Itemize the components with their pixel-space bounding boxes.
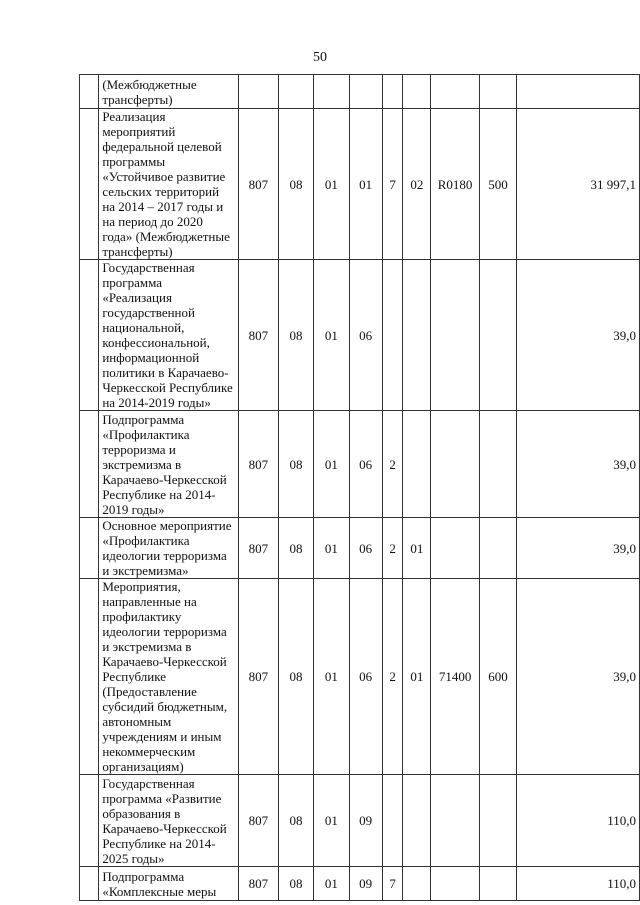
amount: 39,0 bbox=[516, 518, 639, 579]
section-code: 08 bbox=[278, 411, 313, 518]
item-name: Основное мероприятие «Профилактика идеологии терроризма и экстремизма» bbox=[99, 518, 239, 579]
table-row bbox=[80, 579, 640, 775]
expense-type-code bbox=[480, 518, 517, 579]
subsection-code bbox=[314, 75, 349, 109]
subsection-code: 01 bbox=[314, 867, 349, 901]
empty-cell bbox=[80, 579, 99, 775]
expense-type-code: 600 bbox=[480, 579, 517, 775]
subsection-code: 01 bbox=[314, 260, 349, 411]
expense-type-code bbox=[480, 411, 517, 518]
section-code bbox=[278, 75, 313, 109]
direction-code bbox=[431, 260, 480, 411]
direction-code: R0180 bbox=[431, 109, 480, 260]
empty-cell bbox=[80, 775, 99, 867]
amount: 39,0 bbox=[516, 260, 639, 411]
admin-code: 807 bbox=[238, 109, 278, 260]
main-event-code: 02 bbox=[403, 109, 431, 260]
main-event-code: 01 bbox=[403, 518, 431, 579]
amount: 31 997,1 bbox=[516, 109, 639, 260]
expense-type-code bbox=[480, 75, 517, 109]
main-event-code: 01 bbox=[403, 579, 431, 775]
table-row bbox=[80, 109, 640, 260]
subprogram-code: 7 bbox=[382, 109, 403, 260]
empty-cell bbox=[80, 75, 99, 109]
subsection-code: 01 bbox=[314, 579, 349, 775]
program-code: 01 bbox=[349, 109, 382, 260]
item-name: Подпрограмма «Комплексные меры bbox=[99, 867, 239, 901]
subprogram-code: 7 bbox=[382, 867, 403, 901]
program-code: 06 bbox=[349, 411, 382, 518]
program-code: 09 bbox=[349, 867, 382, 901]
subprogram-code: 2 bbox=[382, 411, 403, 518]
budget-table bbox=[79, 74, 640, 901]
item-name: Государственная программа «Реализация государственной национальной, конфессиональной, информационной политики в Карачаево-Черкесской Республике на 2014-2019 годы» bbox=[99, 260, 239, 411]
section-code: 08 bbox=[278, 579, 313, 775]
empty-cell bbox=[80, 867, 99, 901]
section-code: 08 bbox=[278, 775, 313, 867]
program-code: 06 bbox=[349, 579, 382, 775]
admin-code: 807 bbox=[238, 867, 278, 901]
item-name: (Межбюджетные трансферты) bbox=[99, 75, 239, 109]
subsection-code: 01 bbox=[314, 109, 349, 260]
program-code: 06 bbox=[349, 518, 382, 579]
subprogram-code: 2 bbox=[382, 579, 403, 775]
admin-code bbox=[238, 75, 278, 109]
table-row bbox=[80, 411, 640, 518]
empty-cell bbox=[80, 260, 99, 411]
amount: 110,0 bbox=[516, 867, 639, 901]
admin-code: 807 bbox=[238, 411, 278, 518]
expense-type-code: 500 bbox=[480, 109, 517, 260]
direction-code bbox=[431, 518, 480, 579]
admin-code: 807 bbox=[238, 579, 278, 775]
program-code: 06 bbox=[349, 260, 382, 411]
amount bbox=[516, 75, 639, 109]
direction-code bbox=[431, 867, 480, 901]
admin-code: 807 bbox=[238, 260, 278, 411]
main-event-code bbox=[403, 75, 431, 109]
direction-code bbox=[431, 411, 480, 518]
item-name: Мероприятия, направленные на профилактику идеологии терроризма и экстремизма в Карачаево-Черкесской Республике (Предоставление субсидий бюджетным, автономным учреждениям и иным некоммерческим организациям) bbox=[99, 579, 239, 775]
admin-code: 807 bbox=[238, 518, 278, 579]
expense-type-code bbox=[480, 867, 517, 901]
subprogram-code: 2 bbox=[382, 518, 403, 579]
amount: 110,0 bbox=[516, 775, 639, 867]
empty-cell bbox=[80, 109, 99, 260]
page-number: 50 bbox=[313, 50, 327, 65]
main-event-code bbox=[403, 260, 431, 411]
table-row bbox=[80, 518, 640, 579]
item-name: Реализация мероприятий федеральной целевой программы «Устойчивое развитие сельских территорий на 2014 – 2017 годы и на период до 2020 года» (Межбюджетные трансферты) bbox=[99, 109, 239, 260]
subsection-code: 01 bbox=[314, 411, 349, 518]
item-name: Государственная программа «Развитие образования в Карачаево-Черкесской Республике на 2014-2025 годы» bbox=[99, 775, 239, 867]
section-code: 08 bbox=[278, 518, 313, 579]
section-code: 08 bbox=[278, 260, 313, 411]
amount: 39,0 bbox=[516, 579, 639, 775]
subsection-code: 01 bbox=[314, 775, 349, 867]
subprogram-code bbox=[382, 75, 403, 109]
table-row bbox=[80, 867, 640, 901]
direction-code bbox=[431, 75, 480, 109]
main-event-code bbox=[403, 775, 431, 867]
amount: 39,0 bbox=[516, 411, 639, 518]
empty-cell bbox=[80, 518, 99, 579]
main-event-code bbox=[403, 411, 431, 518]
empty-cell bbox=[80, 411, 99, 518]
section-code: 08 bbox=[278, 867, 313, 901]
item-name: Подпрограмма «Профилактика терроризма и экстремизма в Карачаево-Черкесской Республике на 2014-2019 годы» bbox=[99, 411, 239, 518]
section-code: 08 bbox=[278, 109, 313, 260]
main-event-code bbox=[403, 867, 431, 901]
subprogram-code bbox=[382, 775, 403, 867]
table-row bbox=[80, 260, 640, 411]
admin-code: 807 bbox=[238, 775, 278, 867]
subsection-code: 01 bbox=[314, 518, 349, 579]
direction-code bbox=[431, 775, 480, 867]
expense-type-code bbox=[480, 260, 517, 411]
subprogram-code bbox=[382, 260, 403, 411]
table-row bbox=[80, 75, 640, 109]
table-row bbox=[80, 775, 640, 867]
expense-type-code bbox=[480, 775, 517, 867]
direction-code: 71400 bbox=[431, 579, 480, 775]
program-code bbox=[349, 75, 382, 109]
program-code: 09 bbox=[349, 775, 382, 867]
